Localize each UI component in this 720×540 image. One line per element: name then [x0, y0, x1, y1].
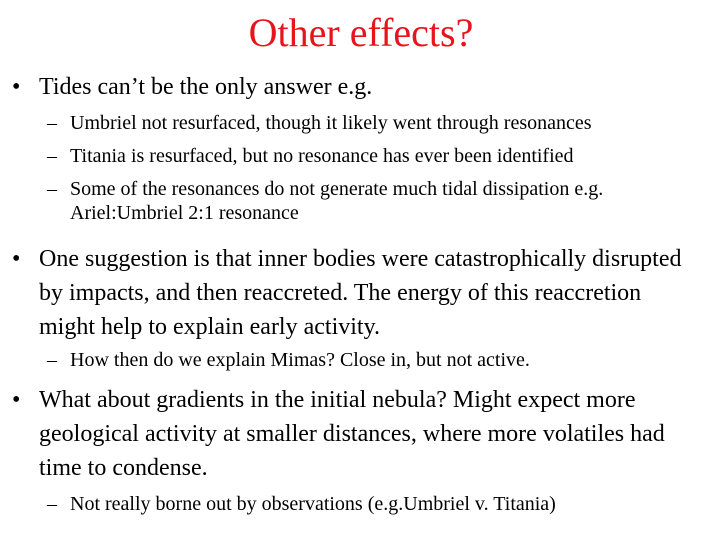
bullet-2: [12, 242, 702, 344]
sub-bullet-3-1-text: Not really borne out by observations (e.g.Umbriel v. Titania): [70, 493, 556, 515]
sub-bullet-1-3: [47, 177, 707, 225]
sub-marker: –: [47, 178, 57, 200]
sub-bullet-3-1: [47, 492, 707, 516]
bullet-3: [12, 383, 702, 485]
sub-marker: –: [47, 493, 57, 515]
slide-title-text: Other effects?: [248, 10, 474, 55]
slide-title: [0, 10, 720, 56]
bullet-marker: •: [12, 246, 21, 272]
sub-bullet-1-1-text: Umbriel not resurfaced, though it likely went through resonances: [70, 112, 592, 134]
bullet-marker: •: [12, 387, 21, 413]
sub-bullet-1-3-text: Some of the resonances do not generate much tidal dissipation e.g. Ariel:Umbriel 2:1 resonance: [70, 178, 604, 224]
bullet-1-text: Tides can’t be the only answer e.g.: [39, 74, 373, 100]
sub-marker: –: [47, 112, 57, 134]
bullet-2-text: One suggestion is that inner bodies were catastrophically disrupted by impacts, and then reaccreted. The energy of this reaccretion might help to explain early activity.: [39, 246, 682, 340]
sub-bullet-1-1: [47, 111, 707, 135]
sub-bullet-1-2-text: Titania is resurfaced, but no resonance has ever been identified: [70, 145, 574, 167]
bullet-marker: •: [12, 74, 21, 100]
sub-bullet-1-2: [47, 144, 707, 168]
sub-bullet-2-1-text: How then do we explain Mimas? Close in, but not active.: [70, 349, 530, 371]
sub-marker: –: [47, 145, 57, 167]
sub-bullet-2-1: [47, 348, 707, 372]
bullet-1: [12, 70, 702, 104]
sub-marker: –: [47, 349, 57, 371]
bullet-3-text: What about gradients in the initial nebula? Might expect more geological activity at smaller distances, where more volatiles had time to condense.: [39, 387, 665, 481]
